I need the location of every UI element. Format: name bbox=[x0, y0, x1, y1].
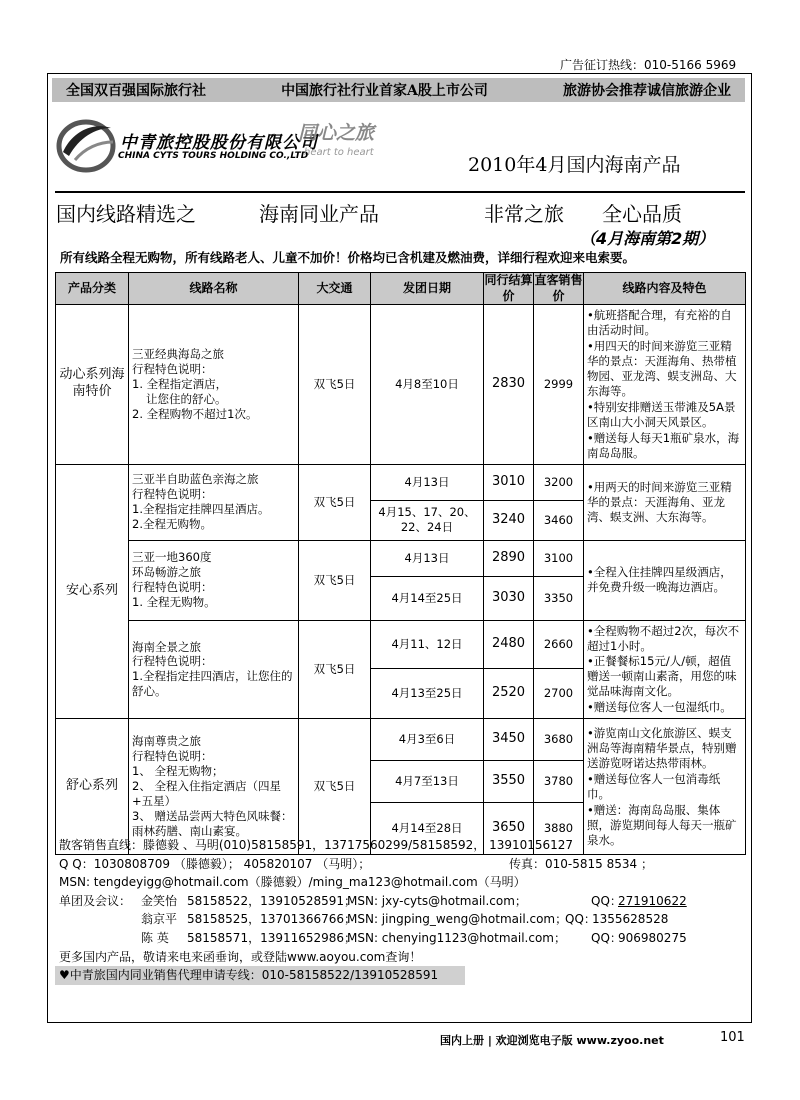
cyts-logo-icon bbox=[55, 112, 117, 174]
more-products: 更多国内产品，敬请来电来函垂询，或登陆www.aoyou.com查询！ bbox=[59, 949, 422, 964]
peer-price-cell: 2890 bbox=[484, 540, 534, 576]
product-table bbox=[55, 272, 746, 855]
retail-price-cell: 3200 bbox=[534, 464, 584, 500]
feature-line: •特别安排赠送玉带滩及5A景区南山大小洞天风景区。 bbox=[587, 399, 736, 429]
column-header: 产品分类 bbox=[56, 273, 129, 305]
peer-price-cell: 3650 bbox=[484, 803, 534, 855]
feature-line: •赠送每人每天1瓶矿泉水，海南岛岛服。 bbox=[587, 430, 740, 460]
route-cell bbox=[129, 620, 299, 719]
banner-item: 全国双百强国际旅行社 bbox=[66, 83, 206, 99]
retail-price-cell: 2660 bbox=[534, 620, 584, 668]
staff-name: 翁京平 bbox=[141, 912, 178, 927]
table-row bbox=[56, 719, 746, 761]
route-cell bbox=[129, 305, 299, 464]
feature-line: •赠送：海南岛岛服、集体照，游览期间每人每天一瓶矿泉水。 bbox=[587, 802, 737, 847]
route-line: 三亚经典海岛之旅 bbox=[132, 347, 224, 362]
company-name-en: CHINA CYTS TOURS HOLDING CO.,LTD bbox=[118, 151, 309, 161]
transport-cell: 双飞5日 bbox=[299, 464, 371, 540]
staff-name: 陈 英 bbox=[141, 930, 169, 945]
transport-cell: 双飞5日 bbox=[299, 719, 371, 855]
retail-price-cell: 2700 bbox=[534, 668, 584, 718]
peer-price-cell: 3450 bbox=[484, 719, 534, 761]
transport-cell: 双飞5日 bbox=[299, 540, 371, 620]
features-cell bbox=[584, 719, 746, 855]
peer-price-cell: 3240 bbox=[484, 500, 534, 540]
route-line: 行程特色说明： bbox=[132, 487, 213, 502]
headline-part: 全心品质 bbox=[602, 202, 682, 226]
feature-line: •航班搭配合理，有充裕的自由活动时间。 bbox=[587, 308, 732, 338]
month-title: 2010年4月国内海南产品 bbox=[468, 154, 681, 176]
retail-price-cell: 3680 bbox=[534, 719, 584, 761]
staff-row bbox=[55, 910, 745, 929]
route-line: 让您住的舒心。 bbox=[146, 391, 227, 406]
column-header: 线路内容及特色 bbox=[584, 273, 746, 305]
contact-line bbox=[55, 855, 745, 874]
route-line: 海南尊贵之旅 bbox=[132, 734, 201, 749]
banner-item: 中国旅行社行业首家A股上市公司 bbox=[281, 83, 488, 99]
route-line: 1、 全程无购物； bbox=[132, 764, 224, 779]
msn-line: MSN: tengdeyigg@hotmail.com（滕德毅）/ming_ma123@hotmail.com（马明） bbox=[59, 875, 526, 890]
feature-line: •用两天的时间来游览三亚精华的景点：天涯海角、亚龙湾、蜈支洲、大东海等。 bbox=[587, 479, 732, 524]
date-cell: 4月13日 bbox=[371, 540, 484, 576]
column-header: 直客销售价 bbox=[534, 273, 584, 305]
staff-msn: MSN: jxy-cyts@hotmail.com； bbox=[347, 893, 527, 908]
date-cell: 4月13日 bbox=[371, 464, 484, 500]
qq-label: QQ： bbox=[565, 912, 596, 927]
feature-line: •正餐餐标15元/人/顿，超值赠送一顿南山素斋，用您的味觉品味海南文化。 bbox=[587, 654, 737, 699]
date-cell: 4月11、12日 bbox=[371, 620, 484, 668]
date-cell: 4月3至6日 bbox=[371, 719, 484, 761]
staff-row bbox=[55, 892, 745, 911]
features-cell bbox=[584, 464, 746, 540]
feature-line: •全程购物不超过2次，每次不超过1小时。 bbox=[587, 623, 740, 653]
peer-price-cell: 2480 bbox=[484, 620, 534, 668]
retail-price-cell: 2999 bbox=[534, 305, 584, 464]
route-line: 行程特色说明： bbox=[132, 580, 213, 595]
route-line: 2、 全程入住指定酒店（四星+五星） bbox=[132, 779, 281, 809]
qq-line: Q Q：1030808709 （滕德毅）； 405820107 （马明）； bbox=[59, 856, 371, 871]
feature-line: •全程入住挂牌四星级酒店，并免费升级一晚海边酒店。 bbox=[587, 565, 732, 595]
staff-name: 金笑怡 bbox=[141, 893, 178, 908]
retail-price-cell: 3780 bbox=[534, 761, 584, 803]
sales-line: 散客销售直线：滕德毅 、马明(010)58158591，13717560299/58158592， 13910156127 bbox=[59, 838, 574, 852]
category-cell: 安心系列 bbox=[56, 464, 129, 719]
top-banner bbox=[52, 78, 745, 102]
date-cell: 4月13至25日 bbox=[371, 668, 484, 718]
slogan-english: heart to heart bbox=[304, 147, 374, 158]
contact-section bbox=[55, 836, 745, 985]
divider bbox=[55, 191, 745, 193]
column-header: 同行结算价 bbox=[484, 273, 534, 305]
table-row bbox=[56, 464, 746, 500]
date-cell: 4月14至28日 bbox=[371, 803, 484, 855]
transport-cell: 双飞5日 bbox=[299, 305, 371, 464]
date-cell: 4月14至25日 bbox=[371, 576, 484, 620]
qq-label: QQ： bbox=[591, 893, 622, 908]
column-header: 大交通 bbox=[299, 273, 371, 305]
route-line: 海南全景之旅 bbox=[132, 639, 201, 654]
page-number: 101 bbox=[720, 1030, 745, 1045]
ad-hotline: 广告征订热线：010-5166 5969 bbox=[560, 58, 737, 72]
route-line: 2. 全程购物不超过1次。 bbox=[132, 406, 258, 421]
date-cell: 4月7至13日 bbox=[371, 761, 484, 803]
route-line: 三亚一地360度 bbox=[132, 550, 212, 565]
notice-text: 所有线路全程无购物，所有线路老人、儿童不加价！价格均已含机建及燃油费，详细行程欢迎来电索要。 bbox=[60, 250, 636, 265]
qq-label: QQ： bbox=[591, 930, 622, 945]
table-header-row bbox=[56, 273, 746, 305]
staff-phone: 58158571，13911652986； bbox=[187, 930, 357, 945]
staff-phone: 58158522，13910528591； bbox=[187, 893, 357, 908]
route-line: 3、 赠送品尝两大特色风味餐：雨林药膳、南山素宴。 bbox=[132, 809, 293, 839]
feature-line: •赠送每位客人一包消毒纸巾。 bbox=[587, 771, 721, 801]
route-line: 行程特色说明： bbox=[132, 361, 213, 376]
peer-price-cell: 2830 bbox=[484, 305, 534, 464]
headline-part: 国内线路精选之 bbox=[56, 202, 196, 226]
category-cell: 动心系列海南特价 bbox=[56, 305, 129, 464]
route-line: 1.全程指定挂牌四星酒店。 bbox=[132, 502, 270, 517]
agent-line: ♥中青旅国内同业销售代理申请专线：010-58158522/13910528591 bbox=[59, 968, 439, 983]
column-header: 线路名称 bbox=[129, 273, 299, 305]
staff-msn: MSN: chenying1123@hotmail.com； bbox=[347, 930, 567, 945]
agent-line-row bbox=[55, 966, 465, 985]
route-line: 1. 全程无购物。 bbox=[132, 595, 216, 609]
peer-price-cell: 3030 bbox=[484, 576, 534, 620]
staff-qq: 1355628528 bbox=[592, 912, 669, 927]
category-cell: 舒心系列 bbox=[56, 719, 129, 855]
retail-price-cell: 3880 bbox=[534, 803, 584, 855]
route-cell bbox=[129, 464, 299, 540]
staff-phone: 58158525，13701366766； bbox=[187, 912, 357, 927]
slogan-logo: 同心之旅 bbox=[298, 122, 375, 144]
peer-price-cell: 3550 bbox=[484, 761, 534, 803]
staff-qq: 906980275 bbox=[618, 930, 687, 945]
feature-line: •用四天的时间来游览三亚精华的景点：天涯海角、热带植物园、亚龙湾、蜈支洲岛、大东海等。 bbox=[587, 339, 737, 398]
route-line: 环岛畅游之旅 bbox=[132, 565, 201, 580]
retail-price-cell: 3460 bbox=[534, 500, 584, 540]
route-line: 行程特色说明： bbox=[132, 654, 213, 669]
retail-price-cell: 3100 bbox=[534, 540, 584, 576]
route-cell bbox=[129, 540, 299, 620]
headline-part: 海南同业产品 bbox=[259, 202, 379, 226]
transport-cell: 双飞5日 bbox=[299, 620, 371, 719]
route-line: 2.全程无购物。 bbox=[132, 517, 212, 531]
feature-line: •赠送每位客人一包湿纸巾。 bbox=[587, 700, 732, 715]
staff-qq: 271910622 bbox=[618, 893, 687, 908]
headline-part: 非常之旅 bbox=[484, 202, 564, 226]
retail-price-cell: 3350 bbox=[534, 576, 584, 620]
staff-msn: MSN: jingping_weng@hotmail.com； bbox=[347, 912, 568, 927]
table-row bbox=[56, 540, 746, 576]
feature-line: •游览南山文化旅游区、蜈支洲岛等海南精华景点，特别赠送游览呀诺达热带雨林。 bbox=[587, 725, 737, 770]
group-label: 单团及会议： bbox=[59, 893, 132, 908]
features-cell bbox=[584, 620, 746, 719]
company-name-cn: 中青旅控股股份有限公司 bbox=[120, 133, 318, 153]
table-row bbox=[56, 620, 746, 668]
route-cell bbox=[129, 719, 299, 855]
column-header: 发团日期 bbox=[371, 273, 484, 305]
contact-line bbox=[55, 873, 745, 892]
route-line: 三亚半自助蓝色亲海之旅 bbox=[132, 472, 259, 487]
route-line: 1. 全程指定酒店， bbox=[132, 376, 228, 391]
peer-price-cell: 2520 bbox=[484, 668, 534, 718]
features-cell bbox=[584, 540, 746, 620]
route-line: 1.全程指定挂四酒店，让您住的舒心。 bbox=[132, 669, 293, 699]
table-row bbox=[56, 305, 746, 464]
peer-price-cell: 3010 bbox=[484, 464, 534, 500]
date-cell: 4月15、17、20、22、24日 bbox=[371, 500, 484, 540]
features-cell bbox=[584, 305, 746, 464]
fax-line: 传真：010-5815 8534 ； bbox=[509, 856, 653, 871]
footer-text: 国内上册 | 欢迎浏览电子版 www.zyoo.net bbox=[440, 1034, 664, 1047]
issue-label: （4月海南第2期） bbox=[580, 229, 715, 248]
route-line: 行程特色说明： bbox=[132, 749, 213, 764]
contact-line bbox=[55, 948, 745, 967]
contact-line bbox=[55, 836, 745, 855]
banner-item: 旅游协会推荐诚信旅游企业 bbox=[563, 83, 731, 99]
staff-row bbox=[55, 929, 745, 948]
date-cell: 4月8至10日 bbox=[371, 305, 484, 464]
